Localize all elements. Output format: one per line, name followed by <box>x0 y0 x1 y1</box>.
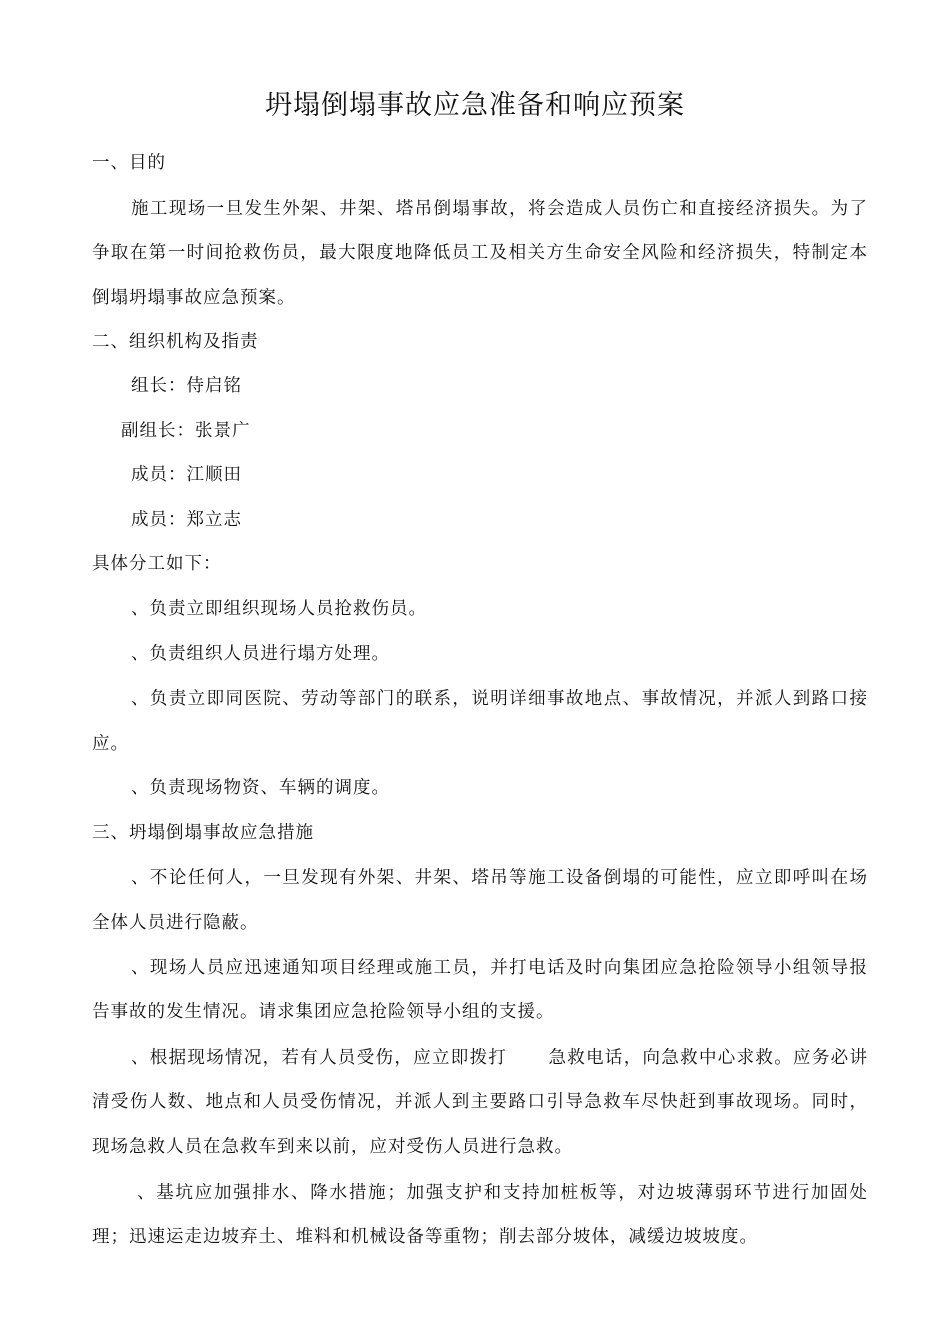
measure-line: 全体人员进行隐蔽。 <box>92 913 259 933</box>
measure-line: 、不论任何人，一旦发现有外架、井架、塔吊等施工设备倒塌的可能性，应立即呼叫在场 <box>131 868 868 888</box>
section-heading: 二、组织机构及指责 <box>92 332 259 352</box>
duty-line: 、负责立即组织现场人员抢救伤员。 <box>131 599 427 619</box>
duty-line: 、负责现场物资、车辆的调度。 <box>131 778 390 798</box>
section-heading: 一、目的 <box>92 153 166 173</box>
paragraph-line: 争取在第一时间抢救伤员，最大限度地降低员工及相关方生命安全风险和经济损失，特制定本 <box>92 243 868 263</box>
duty-line: 应。 <box>92 734 129 754</box>
duty-line: 、负责组织人员进行塌方处理。 <box>131 644 390 664</box>
duty-line: 、负责立即同医院、劳动等部门的联系，说明详细事故地点、事故情况，并派人到路口接 <box>131 689 868 709</box>
document-title: 坍塌倒塌事故应急准备和响应预案 <box>265 90 685 121</box>
measure-line: 现场急救人员在急救车到来以前，应对受伤人员进行急救。 <box>92 1137 573 1157</box>
member-line: 成员：江顺田 <box>131 465 242 485</box>
measure-line: 、基坑应加强排水、降水措施；加强支护和支持加桩板等，对边坡薄弱环节进行加固处 <box>137 1183 868 1203</box>
section-heading: 三、坍塌倒塌事故应急措施 <box>92 823 314 843</box>
measure-line: 告事故的发生情况。请求集团应急抢险领导小组的支援。 <box>92 1002 555 1022</box>
member-line: 成员：郑立志 <box>131 510 242 530</box>
paragraph-line: 倒塌坍塌事故应急预案。 <box>92 288 296 308</box>
measure-line: 理；迅速运走边坡弃土、堆料和机械设备等重物；削去部分坡体，减缓边坡坡度。 <box>92 1227 758 1247</box>
measure-line: 、根据现场情况，若有人员受伤，应立即拨打 急救电话，向急救中心求救。应务必讲 <box>131 1048 868 1068</box>
measure-line: 清受伤人数、地点和人员受伤情况，并派人到主要路口引导急救车尽快赶到事故现场。同时， <box>92 1092 868 1112</box>
member-line: 组长：侍启铭 <box>131 376 242 396</box>
paragraph-line: 施工现场一旦发生外架、井架、塔吊倒塌事故，将会造成人员伤亡和直接经济损失。为了 <box>131 199 868 219</box>
measure-line: 、现场人员应迅速通知项目经理或施工员，并打电话及时向集团应急抢险领导小组领导报 <box>131 958 868 978</box>
member-line: 副组长：张景广 <box>121 421 251 441</box>
division-heading: 具体分工如下： <box>92 554 222 574</box>
